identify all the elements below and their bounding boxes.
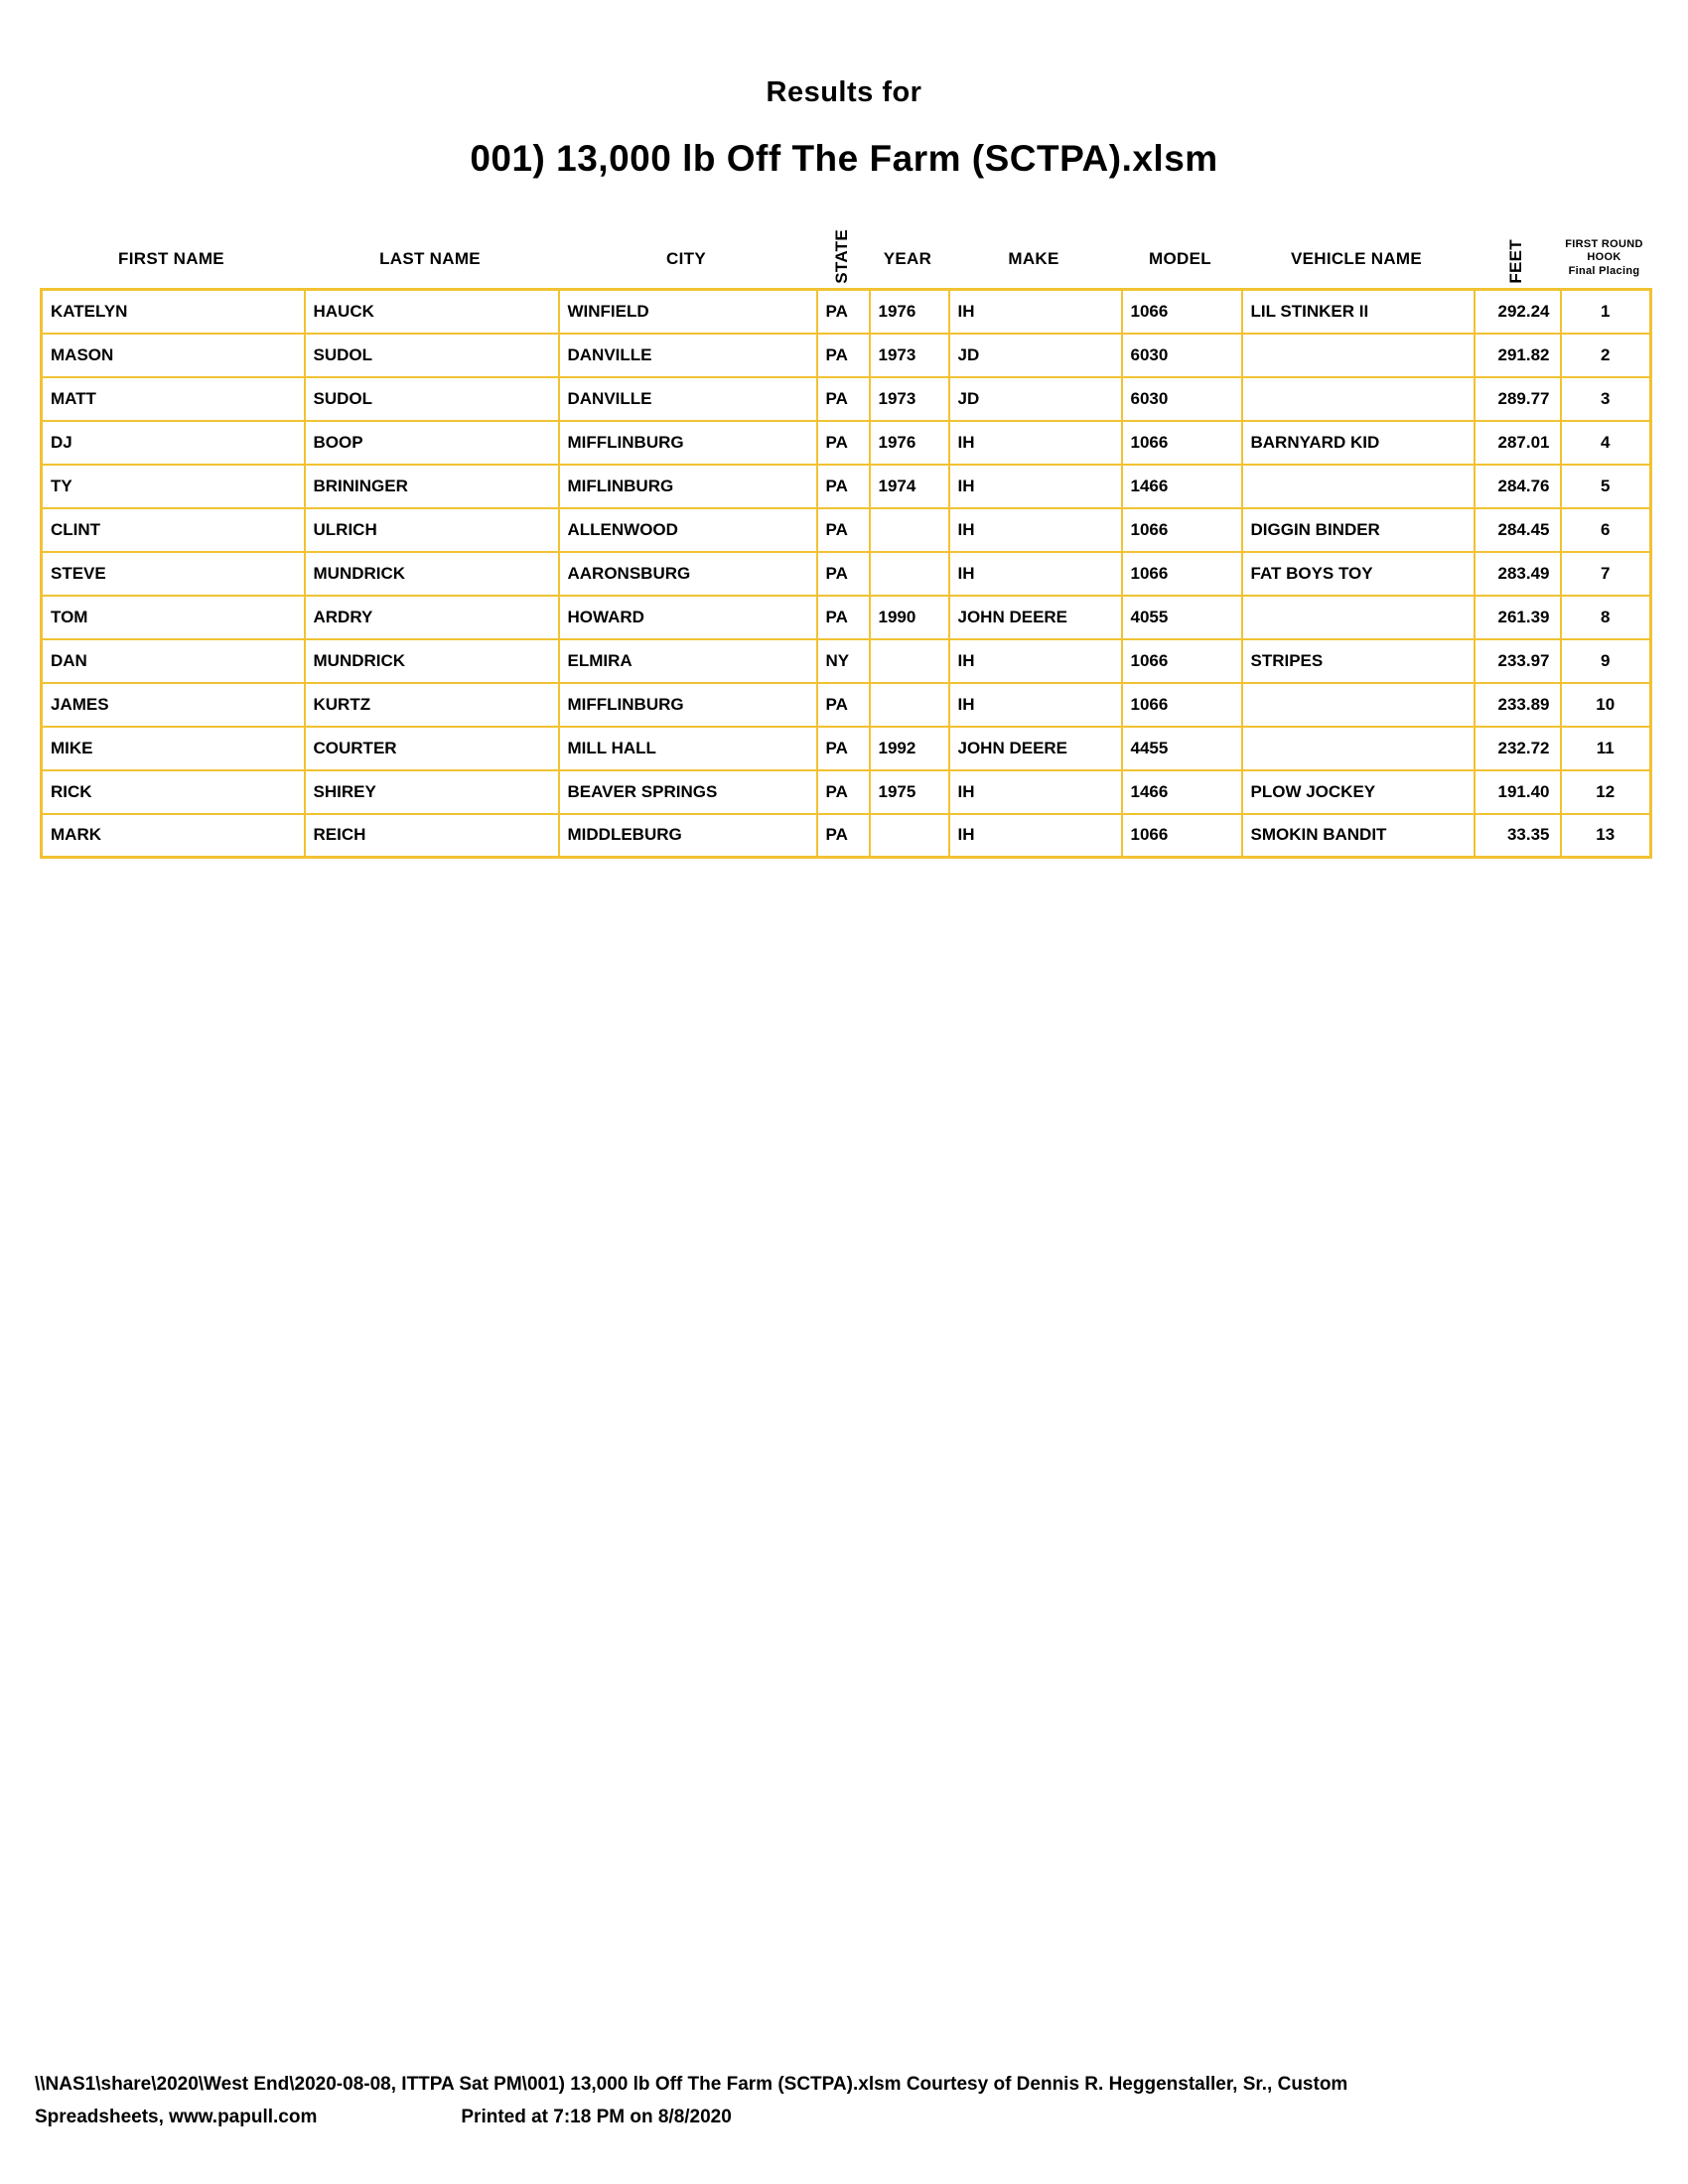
- cell-city: MIFFLINBURG: [559, 421, 817, 465]
- cell-first_name: DJ: [42, 421, 305, 465]
- cell-make: IH: [949, 465, 1122, 508]
- footer-printed-timestamp: Printed at 7:18 PM on 8/8/2020: [461, 2107, 732, 2127]
- cell-state: PA: [817, 770, 870, 814]
- cell-model: 1066: [1122, 421, 1242, 465]
- cell-last_name: HAUCK: [305, 290, 559, 334]
- table-row: [42, 377, 1651, 421]
- table-row: [42, 552, 1651, 596]
- cell-year: 1973: [870, 334, 949, 377]
- cell-first_name: RICK: [42, 770, 305, 814]
- cell-model: 1466: [1122, 770, 1242, 814]
- cell-city: DANVILLE: [559, 334, 817, 377]
- results-sheet: [40, 187, 1651, 859]
- cell-city: HOWARD: [559, 596, 817, 639]
- cell-model: 1066: [1122, 508, 1242, 552]
- cell-feet: 33.35: [1475, 814, 1561, 858]
- cell-vehicle_name: [1242, 683, 1475, 727]
- cell-placing: 13: [1561, 814, 1651, 858]
- cell-city: MIFLINBURG: [559, 465, 817, 508]
- cell-model: 6030: [1122, 334, 1242, 377]
- cell-placing: 5: [1561, 465, 1651, 508]
- cell-first_name: MASON: [42, 334, 305, 377]
- cell-vehicle_name: PLOW JOCKEY: [1242, 770, 1475, 814]
- cell-last_name: SHIREY: [305, 770, 559, 814]
- cell-model: 4055: [1122, 596, 1242, 639]
- cell-feet: 287.01: [1475, 421, 1561, 465]
- cell-placing: 10: [1561, 683, 1651, 727]
- column-header-state: STATE: [831, 229, 851, 284]
- table-row: [42, 421, 1651, 465]
- cell-model: 1066: [1122, 683, 1242, 727]
- results-table: [40, 288, 1652, 859]
- column-header-first-name: FIRST NAME: [118, 249, 224, 268]
- table-row: [42, 596, 1651, 639]
- cell-model: 1466: [1122, 465, 1242, 508]
- footer-line2: [35, 2101, 1663, 2133]
- cell-make: IH: [949, 508, 1122, 552]
- cell-vehicle_name: FAT BOYS TOY: [1242, 552, 1475, 596]
- cell-last_name: SUDOL: [305, 334, 559, 377]
- cell-state: PA: [817, 465, 870, 508]
- cell-first_name: MARK: [42, 814, 305, 858]
- table-row: [42, 290, 1651, 334]
- cell-year: 1976: [870, 290, 949, 334]
- cell-year: [870, 508, 949, 552]
- cell-state: PA: [817, 683, 870, 727]
- table-row: [42, 814, 1651, 858]
- cell-last_name: BRININGER: [305, 465, 559, 508]
- cell-state: PA: [817, 421, 870, 465]
- cell-vehicle_name: [1242, 377, 1475, 421]
- page-footer: [35, 2068, 1663, 2133]
- cell-feet: 283.49: [1475, 552, 1561, 596]
- cell-first_name: TY: [42, 465, 305, 508]
- cell-last_name: MUNDRICK: [305, 552, 559, 596]
- cell-placing: 11: [1561, 727, 1651, 770]
- cell-placing: 7: [1561, 552, 1651, 596]
- cell-last_name: KURTZ: [305, 683, 559, 727]
- column-header-feet: FEET: [1505, 239, 1525, 284]
- table-row: [42, 683, 1651, 727]
- cell-vehicle_name: BARNYARD KID: [1242, 421, 1475, 465]
- cell-feet: 291.82: [1475, 334, 1561, 377]
- cell-year: 1992: [870, 727, 949, 770]
- cell-city: ALLENWOOD: [559, 508, 817, 552]
- table-header-row: [40, 187, 1649, 288]
- cell-make: IH: [949, 770, 1122, 814]
- cell-model: 1066: [1122, 552, 1242, 596]
- cell-make: IH: [949, 683, 1122, 727]
- cell-first_name: STEVE: [42, 552, 305, 596]
- cell-vehicle_name: [1242, 465, 1475, 508]
- column-header-year: YEAR: [883, 249, 932, 268]
- cell-last_name: BOOP: [305, 421, 559, 465]
- cell-state: PA: [817, 596, 870, 639]
- cell-feet: 191.40: [1475, 770, 1561, 814]
- cell-last_name: MUNDRICK: [305, 639, 559, 683]
- cell-state: PA: [817, 508, 870, 552]
- cell-make: IH: [949, 421, 1122, 465]
- cell-vehicle_name: [1242, 596, 1475, 639]
- column-header-make: MAKE: [1008, 249, 1059, 268]
- cell-make: IH: [949, 290, 1122, 334]
- footer-file-path: \\NAS1\share\2020\West End\2020-08-08, ITTPA Sat PM\001) 13,000 lb Off The Farm (SCTPA).xlsm Courtesy of Dennis R. Heggenstaller, Sr., Custom: [35, 2074, 1348, 2095]
- cell-make: JD: [949, 334, 1122, 377]
- cell-model: 1066: [1122, 639, 1242, 683]
- cell-make: JD: [949, 377, 1122, 421]
- page-title-block: [0, 77, 1688, 179]
- cell-city: BEAVER SPRINGS: [559, 770, 817, 814]
- cell-city: WINFIELD: [559, 290, 817, 334]
- column-header-vehicle-name: VEHICLE NAME: [1290, 249, 1423, 268]
- cell-model: 1066: [1122, 814, 1242, 858]
- cell-first_name: CLINT: [42, 508, 305, 552]
- cell-year: 1973: [870, 377, 949, 421]
- cell-year: [870, 639, 949, 683]
- cell-feet: 232.72: [1475, 727, 1561, 770]
- page-subtitle-filename: 001) 13,000 lb Off The Farm (SCTPA).xlsm: [470, 138, 1218, 179]
- cell-year: [870, 814, 949, 858]
- cell-year: [870, 683, 949, 727]
- cell-state: PA: [817, 727, 870, 770]
- cell-last_name: SUDOL: [305, 377, 559, 421]
- cell-year: 1990: [870, 596, 949, 639]
- cell-year: [870, 552, 949, 596]
- cell-year: 1975: [870, 770, 949, 814]
- cell-first_name: MIKE: [42, 727, 305, 770]
- cell-first_name: KATELYN: [42, 290, 305, 334]
- cell-make: JOHN DEERE: [949, 727, 1122, 770]
- cell-feet: 284.45: [1475, 508, 1561, 552]
- cell-first_name: DAN: [42, 639, 305, 683]
- footer-website: Spreadsheets, www.papull.com: [35, 2107, 318, 2127]
- table-row: [42, 727, 1651, 770]
- page-title: Results for: [766, 76, 922, 108]
- cell-city: MIFFLINBURG: [559, 683, 817, 727]
- cell-make: IH: [949, 552, 1122, 596]
- cell-city: ELMIRA: [559, 639, 817, 683]
- cell-placing: 8: [1561, 596, 1651, 639]
- cell-vehicle_name: [1242, 334, 1475, 377]
- cell-state: PA: [817, 552, 870, 596]
- cell-placing: 1: [1561, 290, 1651, 334]
- cell-feet: 289.77: [1475, 377, 1561, 421]
- cell-city: DANVILLE: [559, 377, 817, 421]
- cell-first_name: MATT: [42, 377, 305, 421]
- cell-state: PA: [817, 814, 870, 858]
- cell-city: MILL HALL: [559, 727, 817, 770]
- table-row: [42, 770, 1651, 814]
- cell-make: IH: [949, 639, 1122, 683]
- cell-model: 1066: [1122, 290, 1242, 334]
- cell-placing: 2: [1561, 334, 1651, 377]
- cell-last_name: REICH: [305, 814, 559, 858]
- cell-placing: 4: [1561, 421, 1651, 465]
- cell-vehicle_name: SMOKIN BANDIT: [1242, 814, 1475, 858]
- cell-state: PA: [817, 290, 870, 334]
- cell-last_name: ARDRY: [305, 596, 559, 639]
- cell-year: 1976: [870, 421, 949, 465]
- cell-vehicle_name: LIL STINKER II: [1242, 290, 1475, 334]
- cell-year: 1974: [870, 465, 949, 508]
- cell-feet: 284.76: [1475, 465, 1561, 508]
- cell-feet: 292.24: [1475, 290, 1561, 334]
- table-row: [42, 639, 1651, 683]
- cell-city: AARONSBURG: [559, 552, 817, 596]
- column-header-city: CITY: [666, 249, 706, 268]
- cell-feet: 261.39: [1475, 596, 1561, 639]
- table-row: [42, 334, 1651, 377]
- cell-vehicle_name: DIGGIN BINDER: [1242, 508, 1475, 552]
- cell-vehicle_name: [1242, 727, 1475, 770]
- column-header-last-name: LAST NAME: [379, 249, 481, 268]
- cell-placing: 3: [1561, 377, 1651, 421]
- column-header-model: MODEL: [1149, 249, 1211, 268]
- cell-placing: 12: [1561, 770, 1651, 814]
- cell-placing: 6: [1561, 508, 1651, 552]
- cell-model: 4455: [1122, 727, 1242, 770]
- table-row: [42, 508, 1651, 552]
- cell-first_name: JAMES: [42, 683, 305, 727]
- cell-last_name: COURTER: [305, 727, 559, 770]
- cell-feet: 233.97: [1475, 639, 1561, 683]
- cell-make: IH: [949, 814, 1122, 858]
- cell-feet: 233.89: [1475, 683, 1561, 727]
- cell-make: JOHN DEERE: [949, 596, 1122, 639]
- cell-model: 6030: [1122, 377, 1242, 421]
- table-row: [42, 465, 1651, 508]
- cell-vehicle_name: STRIPES: [1242, 639, 1475, 683]
- cell-placing: 9: [1561, 639, 1651, 683]
- cell-first_name: TOM: [42, 596, 305, 639]
- cell-last_name: ULRICH: [305, 508, 559, 552]
- cell-state: PA: [817, 377, 870, 421]
- results-table-body: [42, 290, 1651, 858]
- cell-state: PA: [817, 334, 870, 377]
- column-header-placing: FIRST ROUND HOOK Final Placing: [1565, 237, 1643, 277]
- cell-city: MIDDLEBURG: [559, 814, 817, 858]
- cell-state: NY: [817, 639, 870, 683]
